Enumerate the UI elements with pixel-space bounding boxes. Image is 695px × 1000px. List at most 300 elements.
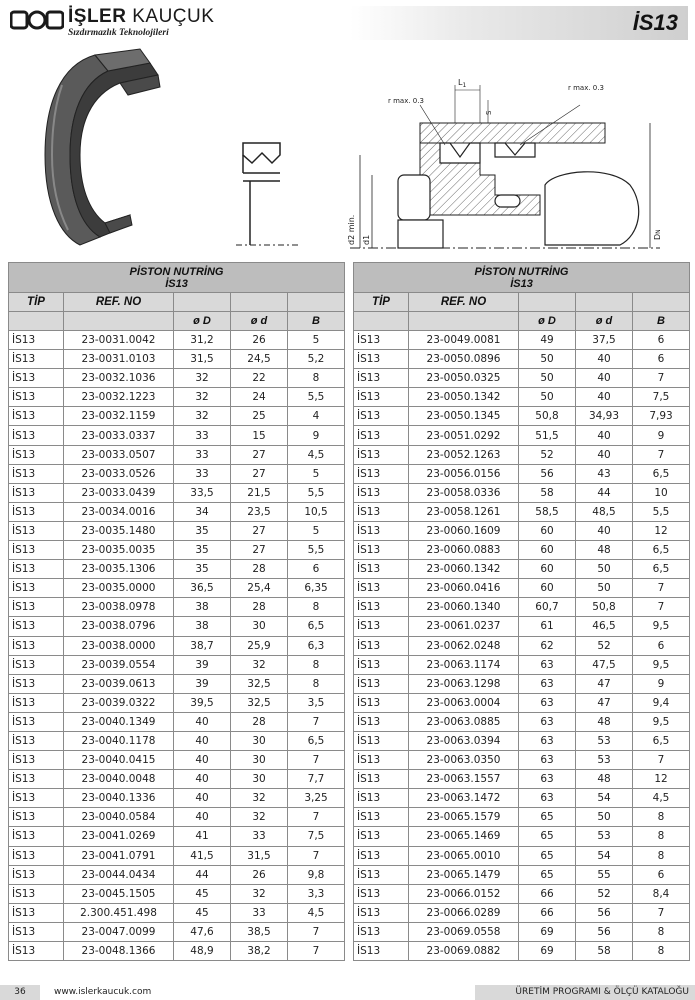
cell-width: 5,5 bbox=[288, 388, 345, 407]
cell-tip: İS13 bbox=[354, 350, 409, 369]
cell-tip: İS13 bbox=[9, 712, 64, 731]
table-row bbox=[354, 598, 690, 617]
cell-ref-no: 23-0038.0978 bbox=[64, 598, 174, 617]
cell-inner-diameter: 48,5 bbox=[576, 502, 633, 521]
table-row bbox=[354, 426, 690, 445]
brand-name: İŞLER KAUÇUK bbox=[68, 6, 215, 27]
cell-tip: İS13 bbox=[9, 636, 64, 655]
cell-tip: İS13 bbox=[9, 521, 64, 540]
cell-inner-diameter: 30 bbox=[231, 617, 288, 636]
cell-ref-no: 23-0040.1336 bbox=[64, 789, 174, 808]
cell-outer-diameter: 63 bbox=[519, 731, 576, 750]
cell-tip: İS13 bbox=[9, 942, 64, 961]
cell-outer-diameter: 60,7 bbox=[519, 598, 576, 617]
cell-ref-no: 23-0066.0289 bbox=[409, 903, 519, 922]
cell-outer-diameter: 33 bbox=[174, 426, 231, 445]
cell-outer-diameter: 66 bbox=[519, 884, 576, 903]
table-row bbox=[354, 770, 690, 789]
cell-ref-no: 2.300.451.498 bbox=[64, 903, 174, 922]
table-row bbox=[9, 426, 345, 445]
table-row bbox=[354, 350, 690, 369]
cell-inner-diameter: 21,5 bbox=[231, 483, 288, 502]
cell-ref-no: 23-0063.1298 bbox=[409, 674, 519, 693]
cell-tip: İS13 bbox=[354, 636, 409, 655]
cell-inner-diameter: 54 bbox=[576, 846, 633, 865]
cell-outer-diameter: 32 bbox=[174, 407, 231, 426]
table-row bbox=[354, 541, 690, 560]
cell-ref-no: 23-0060.1340 bbox=[409, 598, 519, 617]
cell-ref-no: 23-0041.0791 bbox=[64, 846, 174, 865]
cell-width: 7,7 bbox=[288, 770, 345, 789]
cell-ref-no: 23-0035.0035 bbox=[64, 541, 174, 560]
cell-ref-no: 23-0039.0554 bbox=[64, 655, 174, 674]
cell-width: 9,8 bbox=[288, 865, 345, 884]
label-d1: d1 bbox=[362, 234, 371, 245]
cell-width: 7 bbox=[288, 712, 345, 731]
cell-width: 6,35 bbox=[288, 579, 345, 598]
cell-inner-diameter: 32 bbox=[231, 808, 288, 827]
cell-tip: İS13 bbox=[9, 388, 64, 407]
cell-ref-no: 23-0035.0000 bbox=[64, 579, 174, 598]
cell-ref-no: 23-0033.0439 bbox=[64, 483, 174, 502]
cell-inner-diameter: 50 bbox=[576, 579, 633, 598]
seal-3d-illustration bbox=[45, 49, 160, 245]
cell-ref-no: 23-0052.1263 bbox=[409, 445, 519, 464]
brand-tagline: Sızdırmazlık Teknolojileri bbox=[68, 28, 169, 38]
cell-inner-diameter: 34,93 bbox=[576, 407, 633, 426]
cell-width: 10,5 bbox=[288, 502, 345, 521]
cell-outer-diameter: 31,2 bbox=[174, 331, 231, 350]
cell-ref-no: 23-0063.1472 bbox=[409, 789, 519, 808]
cell-ref-no: 23-0032.1223 bbox=[64, 388, 174, 407]
cell-width: 7,5 bbox=[633, 388, 690, 407]
cell-outer-diameter: 40 bbox=[174, 808, 231, 827]
table-row bbox=[354, 560, 690, 579]
cell-inner-diameter: 50 bbox=[576, 808, 633, 827]
cell-tip: İS13 bbox=[354, 483, 409, 502]
installation-drawing bbox=[350, 85, 660, 248]
cell-ref-no: 23-0035.1480 bbox=[64, 521, 174, 540]
table-row bbox=[354, 808, 690, 827]
cell-tip: İS13 bbox=[9, 770, 64, 789]
cell-ref-no: 23-0065.1469 bbox=[409, 827, 519, 846]
seal-profile-drawing bbox=[236, 143, 300, 245]
product-code: İS13 bbox=[632, 10, 678, 35]
cell-outer-diameter: 38,7 bbox=[174, 636, 231, 655]
table-row bbox=[354, 789, 690, 808]
cell-inner-diameter: 52 bbox=[576, 884, 633, 903]
col-header-ref: REF. NO bbox=[64, 293, 174, 312]
cell-inner-diameter: 43 bbox=[576, 464, 633, 483]
cell-inner-diameter: 27 bbox=[231, 464, 288, 483]
cell-ref-no: 23-0066.0152 bbox=[409, 884, 519, 903]
cell-ref-no: 23-0032.1159 bbox=[64, 407, 174, 426]
cell-inner-diameter: 32 bbox=[231, 789, 288, 808]
col-header-width: B bbox=[288, 312, 345, 331]
cell-ref-no: 23-0039.0613 bbox=[64, 674, 174, 693]
cell-width: 6,5 bbox=[633, 464, 690, 483]
cell-ref-no: 23-0050.1345 bbox=[409, 407, 519, 426]
cell-inner-diameter: 30 bbox=[231, 731, 288, 750]
table-row bbox=[354, 846, 690, 865]
table-row bbox=[354, 884, 690, 903]
cell-outer-diameter: 48,9 bbox=[174, 942, 231, 961]
cell-inner-diameter: 15 bbox=[231, 426, 288, 445]
cell-ref-no: 23-0034.0016 bbox=[64, 502, 174, 521]
cell-width: 6,5 bbox=[633, 731, 690, 750]
cell-width: 4 bbox=[288, 407, 345, 426]
table-row bbox=[354, 407, 690, 426]
table-row bbox=[354, 445, 690, 464]
cell-ref-no: 23-0038.0000 bbox=[64, 636, 174, 655]
label-rmax-right: r max. 0.3 bbox=[568, 84, 604, 92]
cell-outer-diameter: 45 bbox=[174, 903, 231, 922]
cell-inner-diameter: 56 bbox=[576, 903, 633, 922]
cell-inner-diameter: 23,5 bbox=[231, 502, 288, 521]
table-row bbox=[354, 502, 690, 521]
cell-inner-diameter: 46,5 bbox=[576, 617, 633, 636]
table-row bbox=[354, 674, 690, 693]
table-row bbox=[354, 751, 690, 770]
cell-outer-diameter: 60 bbox=[519, 521, 576, 540]
cell-width: 3,3 bbox=[288, 884, 345, 903]
table-row bbox=[9, 884, 345, 903]
cell-outer-diameter: 39 bbox=[174, 674, 231, 693]
cell-inner-diameter: 40 bbox=[576, 445, 633, 464]
cell-tip: İS13 bbox=[9, 655, 64, 674]
col-header-tip: TİP bbox=[9, 293, 64, 312]
cell-outer-diameter: 63 bbox=[519, 655, 576, 674]
cell-inner-diameter: 40 bbox=[576, 426, 633, 445]
cell-width: 8 bbox=[288, 369, 345, 388]
table-row bbox=[354, 388, 690, 407]
cell-ref-no: 23-0060.0416 bbox=[409, 579, 519, 598]
cell-outer-diameter: 35 bbox=[174, 541, 231, 560]
cell-outer-diameter: 34 bbox=[174, 502, 231, 521]
cell-width: 7 bbox=[633, 751, 690, 770]
col-header-outer-diameter: ø D bbox=[519, 312, 576, 331]
table-row bbox=[9, 617, 345, 636]
cell-outer-diameter: 41,5 bbox=[174, 846, 231, 865]
catalog-title: ÜRETİM PROGRAMI & ÖLÇÜ KATALOĞU bbox=[475, 985, 695, 1000]
cell-width: 5 bbox=[288, 331, 345, 350]
col-header-inner-diameter: ø d bbox=[231, 312, 288, 331]
product-code-banner bbox=[350, 6, 688, 40]
cell-outer-diameter: 63 bbox=[519, 674, 576, 693]
cell-inner-diameter: 50,8 bbox=[576, 598, 633, 617]
cell-tip: İS13 bbox=[354, 712, 409, 731]
cell-inner-diameter: 24,5 bbox=[231, 350, 288, 369]
cell-tip: İS13 bbox=[354, 922, 409, 941]
table-row bbox=[9, 636, 345, 655]
cell-tip: İS13 bbox=[354, 655, 409, 674]
cell-tip: İS13 bbox=[9, 541, 64, 560]
cell-inner-diameter: 48 bbox=[576, 770, 633, 789]
table-row bbox=[354, 636, 690, 655]
website-link[interactable]: www.islerkaucuk.com bbox=[54, 987, 152, 997]
table-row bbox=[9, 541, 345, 560]
table-title: PİSTON NUTRİNG İS13 bbox=[354, 263, 690, 293]
cell-inner-diameter: 28 bbox=[231, 598, 288, 617]
cell-inner-diameter: 56 bbox=[576, 922, 633, 941]
cell-inner-diameter: 40 bbox=[576, 350, 633, 369]
cell-tip: İS13 bbox=[9, 731, 64, 750]
cell-inner-diameter: 38,5 bbox=[231, 922, 288, 941]
cell-ref-no: 23-0033.0337 bbox=[64, 426, 174, 445]
cell-ref-no: 23-0033.0526 bbox=[64, 464, 174, 483]
cell-inner-diameter: 27 bbox=[231, 445, 288, 464]
cell-width: 5,2 bbox=[288, 350, 345, 369]
cell-tip: İS13 bbox=[9, 846, 64, 865]
table-row bbox=[9, 579, 345, 598]
cell-ref-no: 23-0060.0883 bbox=[409, 541, 519, 560]
cell-tip: İS13 bbox=[354, 521, 409, 540]
col-header-ref: REF. NO bbox=[409, 293, 519, 312]
cell-width: 12 bbox=[633, 521, 690, 540]
cell-tip: İS13 bbox=[9, 579, 64, 598]
cell-tip: İS13 bbox=[354, 846, 409, 865]
cell-outer-diameter: 60 bbox=[519, 560, 576, 579]
cell-outer-diameter: 66 bbox=[519, 903, 576, 922]
cell-width: 8 bbox=[633, 827, 690, 846]
table-row bbox=[354, 693, 690, 712]
cell-outer-diameter: 39,5 bbox=[174, 693, 231, 712]
table-title: PİSTON NUTRİNG İS13 bbox=[9, 263, 345, 293]
table-row bbox=[9, 331, 345, 350]
cell-ref-no: 23-0065.1479 bbox=[409, 865, 519, 884]
cell-tip: İS13 bbox=[9, 483, 64, 502]
table-row bbox=[9, 560, 345, 579]
table-row bbox=[354, 331, 690, 350]
cell-width: 6,5 bbox=[633, 560, 690, 579]
cell-outer-diameter: 50 bbox=[519, 388, 576, 407]
cell-inner-diameter: 52 bbox=[576, 636, 633, 655]
cell-tip: İS13 bbox=[354, 541, 409, 560]
cell-width: 6,5 bbox=[633, 541, 690, 560]
cell-width: 9,4 bbox=[633, 693, 690, 712]
cell-outer-diameter: 35 bbox=[174, 560, 231, 579]
cell-tip: İS13 bbox=[9, 560, 64, 579]
cell-tip: İS13 bbox=[354, 369, 409, 388]
cell-ref-no: 23-0051.0292 bbox=[409, 426, 519, 445]
table-row bbox=[9, 521, 345, 540]
cell-ref-no: 23-0065.1579 bbox=[409, 808, 519, 827]
cell-ref-no: 23-0058.0336 bbox=[409, 483, 519, 502]
cell-width: 3,25 bbox=[288, 789, 345, 808]
cell-inner-diameter: 54 bbox=[576, 789, 633, 808]
cell-width: 7,93 bbox=[633, 407, 690, 426]
cell-ref-no: 23-0058.1261 bbox=[409, 502, 519, 521]
cell-tip: İS13 bbox=[354, 942, 409, 961]
table-row bbox=[9, 712, 345, 731]
cell-tip: İS13 bbox=[354, 579, 409, 598]
cell-width: 7 bbox=[633, 445, 690, 464]
cell-width: 9,5 bbox=[633, 617, 690, 636]
cell-width: 10 bbox=[633, 483, 690, 502]
table-row bbox=[354, 369, 690, 388]
cell-outer-diameter: 58,5 bbox=[519, 502, 576, 521]
cell-ref-no: 23-0063.0394 bbox=[409, 731, 519, 750]
cell-outer-diameter: 38 bbox=[174, 617, 231, 636]
cell-width: 12 bbox=[633, 770, 690, 789]
cell-inner-diameter: 38,2 bbox=[231, 942, 288, 961]
cell-inner-diameter: 27 bbox=[231, 541, 288, 560]
cell-width: 8 bbox=[288, 598, 345, 617]
cell-ref-no: 23-0069.0558 bbox=[409, 922, 519, 941]
cell-tip: İS13 bbox=[9, 674, 64, 693]
cell-inner-diameter: 31,5 bbox=[231, 846, 288, 865]
cell-outer-diameter: 50,8 bbox=[519, 407, 576, 426]
cell-width: 5 bbox=[288, 521, 345, 540]
cell-ref-no: 23-0063.1557 bbox=[409, 770, 519, 789]
cell-tip: İS13 bbox=[354, 865, 409, 884]
cell-width: 8 bbox=[633, 846, 690, 865]
table-row bbox=[9, 464, 345, 483]
cell-tip: İS13 bbox=[9, 426, 64, 445]
cell-inner-diameter: 55 bbox=[576, 865, 633, 884]
cell-inner-diameter: 53 bbox=[576, 751, 633, 770]
table-row bbox=[9, 751, 345, 770]
cell-inner-diameter: 26 bbox=[231, 331, 288, 350]
cell-width: 7 bbox=[633, 369, 690, 388]
cell-tip: İS13 bbox=[9, 445, 64, 464]
cell-inner-diameter: 25 bbox=[231, 407, 288, 426]
cell-ref-no: 23-0040.1349 bbox=[64, 712, 174, 731]
cell-tip: İS13 bbox=[9, 407, 64, 426]
cell-tip: İS13 bbox=[354, 731, 409, 750]
cell-ref-no: 23-0063.1174 bbox=[409, 655, 519, 674]
cell-ref-no: 23-0032.1036 bbox=[64, 369, 174, 388]
cell-tip: İS13 bbox=[9, 598, 64, 617]
cell-ref-no: 23-0044.0434 bbox=[64, 865, 174, 884]
col-header-outer-diameter: ø D bbox=[174, 312, 231, 331]
cell-ref-no: 23-0045.1505 bbox=[64, 884, 174, 903]
table-row bbox=[9, 865, 345, 884]
cell-ref-no: 23-0040.0048 bbox=[64, 770, 174, 789]
cell-width: 9 bbox=[633, 674, 690, 693]
table-row bbox=[9, 903, 345, 922]
table-row bbox=[354, 731, 690, 750]
cell-outer-diameter: 31,5 bbox=[174, 350, 231, 369]
table-row bbox=[9, 789, 345, 808]
cell-width: 7 bbox=[633, 903, 690, 922]
cell-ref-no: 23-0049.0081 bbox=[409, 331, 519, 350]
label-dn: DN bbox=[653, 229, 662, 240]
cell-outer-diameter: 50 bbox=[519, 350, 576, 369]
table-row bbox=[9, 693, 345, 712]
cell-outer-diameter: 63 bbox=[519, 770, 576, 789]
cell-width: 3,5 bbox=[288, 693, 345, 712]
cell-inner-diameter: 32 bbox=[231, 655, 288, 674]
cell-outer-diameter: 36,5 bbox=[174, 579, 231, 598]
dimension-table-left bbox=[8, 262, 344, 961]
label-s: S bbox=[485, 110, 493, 115]
cell-inner-diameter: 33 bbox=[231, 903, 288, 922]
cell-tip: İS13 bbox=[9, 903, 64, 922]
table-row bbox=[354, 712, 690, 731]
table-row bbox=[9, 502, 345, 521]
cell-ref-no: 23-0062.0248 bbox=[409, 636, 519, 655]
cell-tip: İS13 bbox=[9, 884, 64, 903]
cell-inner-diameter: 30 bbox=[231, 751, 288, 770]
cell-width: 9 bbox=[633, 426, 690, 445]
page-header bbox=[0, 0, 695, 45]
cell-width: 8 bbox=[288, 655, 345, 674]
cell-outer-diameter: 62 bbox=[519, 636, 576, 655]
cell-width: 6,5 bbox=[288, 617, 345, 636]
cell-outer-diameter: 32 bbox=[174, 369, 231, 388]
cell-inner-diameter: 40 bbox=[576, 521, 633, 540]
table-row bbox=[9, 674, 345, 693]
table-row bbox=[354, 827, 690, 846]
cell-tip: İS13 bbox=[354, 674, 409, 693]
cell-outer-diameter: 40 bbox=[174, 789, 231, 808]
cell-inner-diameter: 25,4 bbox=[231, 579, 288, 598]
table-row bbox=[9, 655, 345, 674]
cell-tip: İS13 bbox=[354, 560, 409, 579]
cell-width: 8 bbox=[633, 808, 690, 827]
cell-tip: İS13 bbox=[9, 808, 64, 827]
company-logo bbox=[10, 6, 270, 42]
cell-tip: İS13 bbox=[9, 331, 64, 350]
table-row bbox=[354, 922, 690, 941]
cell-inner-diameter: 32 bbox=[231, 884, 288, 903]
cell-width: 7 bbox=[288, 808, 345, 827]
table-row bbox=[354, 865, 690, 884]
cell-width: 5,5 bbox=[633, 502, 690, 521]
cell-outer-diameter: 65 bbox=[519, 827, 576, 846]
cell-ref-no: 23-0033.0507 bbox=[64, 445, 174, 464]
cell-inner-diameter: 27 bbox=[231, 521, 288, 540]
table-row bbox=[9, 388, 345, 407]
cell-outer-diameter: 40 bbox=[174, 751, 231, 770]
cell-ref-no: 23-0040.1178 bbox=[64, 731, 174, 750]
cell-ref-no: 23-0039.0322 bbox=[64, 693, 174, 712]
cell-inner-diameter: 28 bbox=[231, 712, 288, 731]
cell-width: 7 bbox=[288, 922, 345, 941]
cell-inner-diameter: 22 bbox=[231, 369, 288, 388]
table-row bbox=[354, 942, 690, 961]
table-row bbox=[354, 655, 690, 674]
cell-outer-diameter: 65 bbox=[519, 865, 576, 884]
cell-inner-diameter: 50 bbox=[576, 560, 633, 579]
cell-outer-diameter: 50 bbox=[519, 369, 576, 388]
cell-inner-diameter: 32,5 bbox=[231, 674, 288, 693]
cell-width: 6 bbox=[633, 350, 690, 369]
cell-ref-no: 23-0031.0103 bbox=[64, 350, 174, 369]
cell-outer-diameter: 60 bbox=[519, 541, 576, 560]
table-row bbox=[354, 617, 690, 636]
cell-tip: İS13 bbox=[354, 789, 409, 808]
cell-tip: İS13 bbox=[354, 331, 409, 350]
cell-outer-diameter: 32 bbox=[174, 388, 231, 407]
cell-inner-diameter: 47,5 bbox=[576, 655, 633, 674]
cell-ref-no: 23-0031.0042 bbox=[64, 331, 174, 350]
cell-outer-diameter: 58 bbox=[519, 483, 576, 502]
cell-tip: İS13 bbox=[354, 770, 409, 789]
cell-width: 7 bbox=[288, 942, 345, 961]
cell-width: 6 bbox=[288, 560, 345, 579]
cell-width: 7 bbox=[288, 751, 345, 770]
table-row bbox=[354, 903, 690, 922]
cell-ref-no: 23-0040.0415 bbox=[64, 751, 174, 770]
cell-width: 5,5 bbox=[288, 483, 345, 502]
cell-outer-diameter: 56 bbox=[519, 464, 576, 483]
table-row bbox=[9, 731, 345, 750]
cell-width: 8,4 bbox=[633, 884, 690, 903]
cell-tip: İS13 bbox=[9, 865, 64, 884]
cell-width: 8 bbox=[633, 942, 690, 961]
